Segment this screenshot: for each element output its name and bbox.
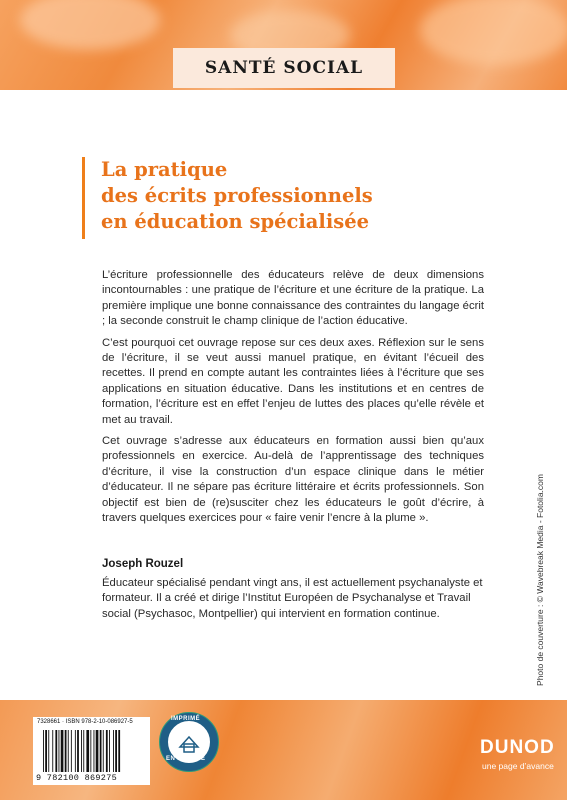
blurb [102,268,484,533]
photo-highlight [420,0,567,65]
author-name: Joseph Rouzel [102,558,184,570]
seal-text-top: IMPRIMÉ [171,716,201,722]
photo-credit-text: Photo de couverture : © Wavebreak Media - Fotolia.com [535,474,545,686]
seal-text-bottom: EN FRANCE [166,756,206,762]
title-line-2: des écrits professionnels [101,184,373,207]
ean-digits: 9 782100 869275 [36,773,118,783]
collection-label-box [173,48,395,88]
isbn-line: 7328661 · ISBN 978-2-10-086927-5 [37,719,133,725]
author-bio: Éducateur spécialisé pendant vingt ans, il est actuellement psychanalyste et formateur. Il a créé et dirige l’Institut Européen de Psychanalyse et Travail social (Psychasoc, Montpellier) qui intervient en formation continue. [102,577,483,620]
title-line-1: La pratique [101,158,228,181]
blurb-paragraph-2: C’est pourquoi cet ouvrage repose sur ces deux axes. Réflexion sur le sens de l’écriture, il se veut aussi manuel pratique, en évitant l’écueil des recettes. Il prend en compte autant les contraintes liées à l’écriture que ses applications en situation éducative. Dans les institutions et en centres de formation, l’écriture est en effet l’enjeu de luttes des places qu’elle révèle et met au travail. [102,336,484,426]
publisher-tagline: une page d’avance [482,761,554,771]
barcode-icon [43,730,143,772]
publisher-logo: DUNOD [480,737,555,758]
blurb-paragraph-3: Cet ouvrage s’adresse aux éducateurs en formation aussi bien qu’aux professionnels en exercice. Au-delà de l’apprentissage des techniques d’écriture, il vise la construction d’un espace clinique dans le métier d’éducateur. Il ne sépare pas écriture littéraire et écrits professionnels. Son objectif est bien de (re)susciter chez les éducateurs le goût d’écrire, à travers quelques exercices pour « faire venir l’encre à la plume ». [102,435,484,525]
photo-highlight [20,0,160,50]
blurb-paragraph-1: L’écriture professionnelle des éducateurs relève de deux dimensions incontournables : une pratique de l’écriture et une écriture de la pratique. La première implique une bonne connaissance des contraintes du langage écrit ; la seconde construit le champ clinique de l’action éducative. [102,269,484,328]
title-line-3: en éducation spécialisée [101,210,370,233]
barcode-panel [33,717,150,785]
collection-label: SANTÉ SOCIAL [204,58,364,78]
book-title [82,157,373,239]
